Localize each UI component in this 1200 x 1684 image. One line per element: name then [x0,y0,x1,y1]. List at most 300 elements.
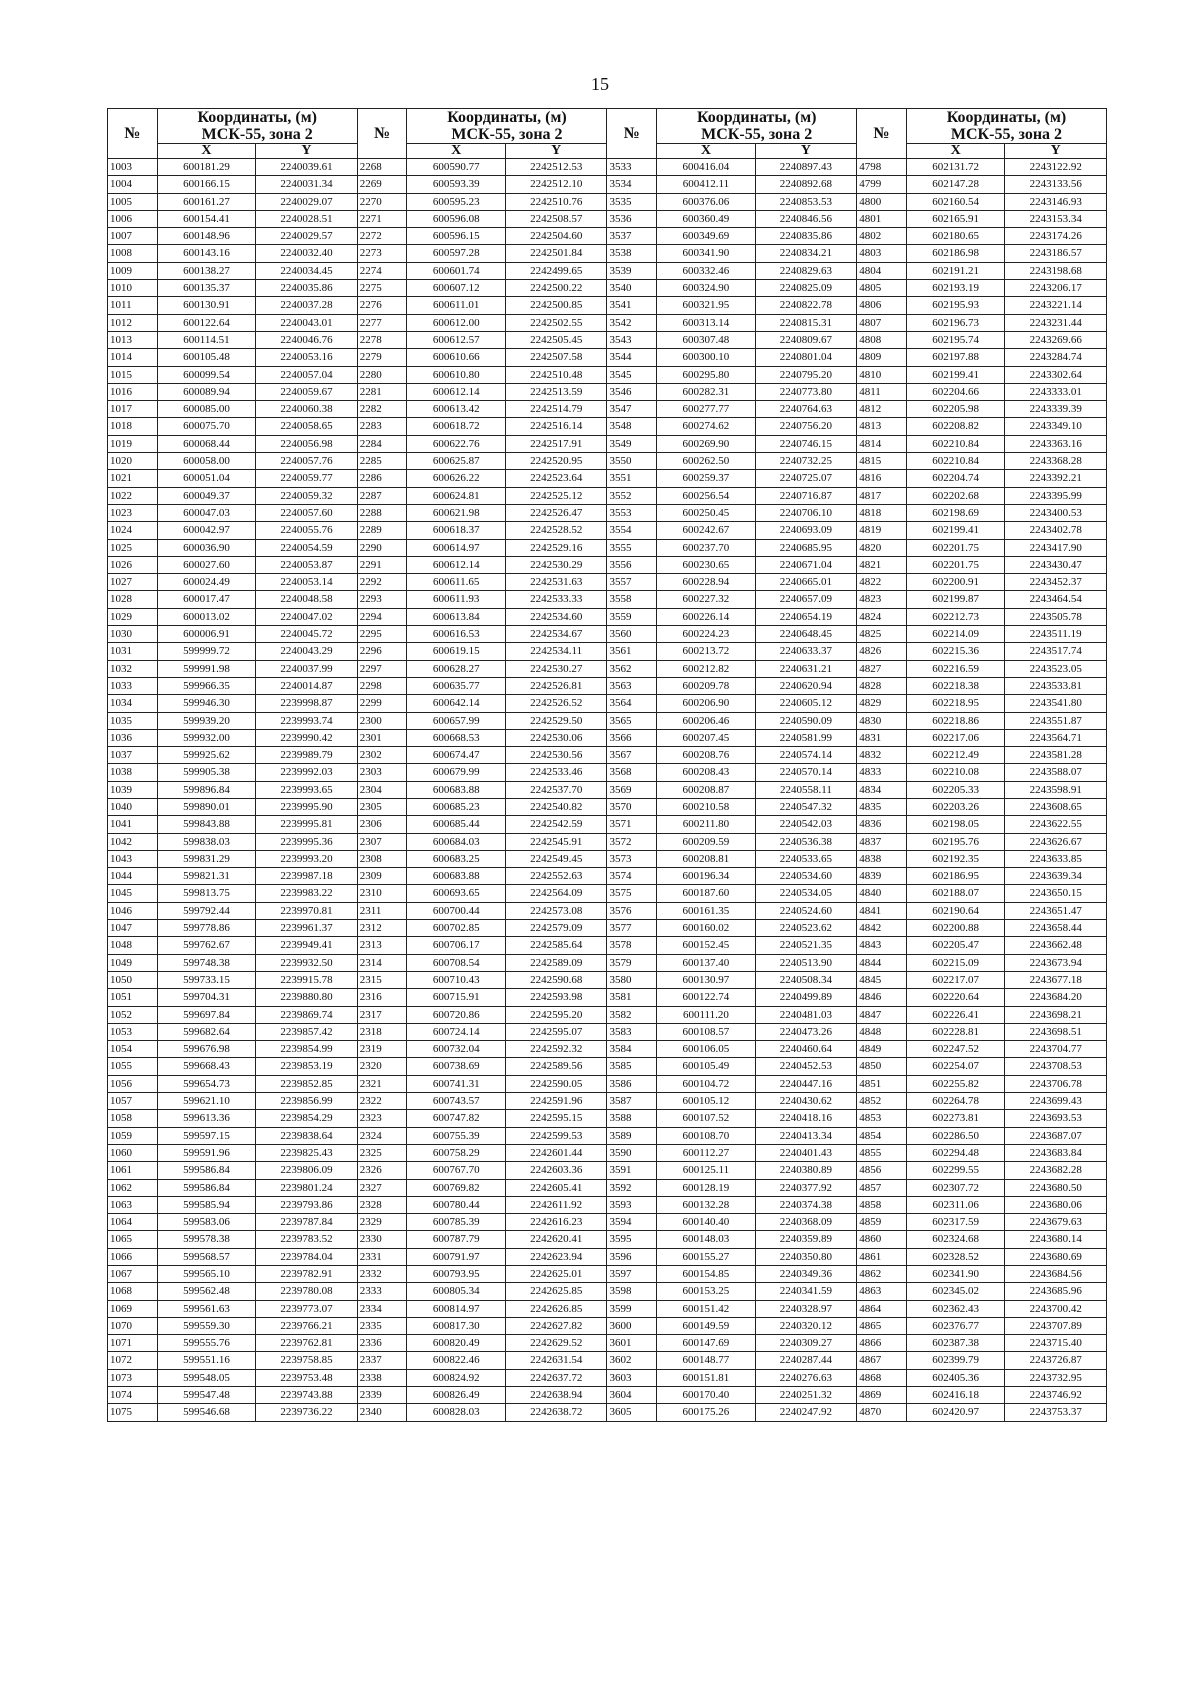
coord-x: 602217.07 [906,971,1004,988]
coord-y: 2239852.85 [256,1075,358,1092]
coord-y: 2242529.16 [505,539,607,556]
coord-x: 600616.53 [407,626,505,643]
coord-x: 602420.97 [906,1404,1004,1421]
coord-y: 2243551.87 [1005,712,1107,729]
point-number: 4846 [857,989,907,1006]
header-number: № [108,109,158,159]
point-number: 3566 [607,729,657,746]
header-coordinates [157,109,357,144]
coord-y: 2239993.20 [256,850,358,867]
coord-x: 600814.97 [407,1300,505,1317]
coord-y: 2243368.28 [1005,453,1107,470]
point-number: 4868 [857,1369,907,1386]
coord-y: 2243706.78 [1005,1075,1107,1092]
coord-x: 599561.63 [157,1300,255,1317]
coord-x: 600187.60 [657,885,755,902]
coord-x: 600154.41 [157,210,255,227]
point-number: 2311 [357,902,407,919]
coord-y: 2243174.26 [1005,228,1107,245]
coord-x: 599733.15 [157,971,255,988]
coord-x: 600596.15 [407,228,505,245]
coord-y: 2239806.09 [256,1162,358,1179]
header-coord-title: Координаты, (м) [946,109,1067,126]
coord-x: 602215.09 [906,954,1004,971]
table-row [108,470,1107,487]
coord-y: 2242534.60 [505,608,607,625]
coord-y: 2242592.32 [505,1041,607,1058]
coord-y: 2239762.81 [256,1335,358,1352]
point-number: 4860 [857,1231,907,1248]
coord-x: 602220.64 [906,989,1004,1006]
table-row [108,1023,1107,1040]
coord-y: 2243677.18 [1005,971,1107,988]
point-number: 1067 [108,1266,158,1283]
coord-x: 599586.84 [157,1162,255,1179]
coord-x: 600805.34 [407,1283,505,1300]
point-number: 3572 [607,833,657,850]
point-number: 2313 [357,937,407,954]
point-number: 1043 [108,850,158,867]
coord-y: 2240657.09 [755,591,857,608]
coord-y: 2243133.56 [1005,176,1107,193]
coord-y: 2240057.76 [256,453,358,470]
point-number: 1029 [108,608,158,625]
point-number: 1074 [108,1387,158,1404]
point-number: 1007 [108,228,158,245]
point-number: 2285 [357,453,407,470]
point-number: 3533 [607,159,657,176]
coord-y: 2240590.09 [755,712,857,729]
coord-y: 2240547.32 [755,798,857,815]
point-number: 2303 [357,764,407,781]
point-number: 2306 [357,816,407,833]
coord-y: 2240032.40 [256,245,358,262]
point-number: 3577 [607,920,657,937]
coord-y: 2240892.68 [755,176,857,193]
coord-x: 602195.93 [906,297,1004,314]
point-number: 2307 [357,833,407,850]
table-row [108,816,1107,833]
coord-x: 600161.27 [157,193,255,210]
header-coordinates [657,109,857,144]
coord-y: 2242637.72 [505,1369,607,1386]
coord-y: 2243395.99 [1005,487,1107,504]
point-number: 1013 [108,331,158,348]
point-number: 1031 [108,643,158,660]
coord-x: 599843.88 [157,816,255,833]
coord-y: 2243146.93 [1005,193,1107,210]
header-coord-title: Координаты, (м) [447,109,567,126]
coord-x: 600743.57 [407,1093,505,1110]
header-coord-title: Координаты, (м) [696,109,817,126]
point-number: 4828 [857,677,907,694]
coord-x: 599704.31 [157,989,255,1006]
point-number: 3557 [607,574,657,591]
coord-y: 2243687.07 [1005,1127,1107,1144]
coord-x: 600024.49 [157,574,255,591]
coord-y: 2240773.80 [755,383,857,400]
table-row [108,850,1107,867]
coord-y: 2240725.07 [755,470,857,487]
coord-y: 2240053.14 [256,574,358,591]
coord-x: 600612.00 [407,314,505,331]
coord-x: 600685.44 [407,816,505,833]
coord-x: 599568.57 [157,1248,255,1265]
coord-x: 602216.59 [906,660,1004,677]
coord-y: 2239853.19 [256,1058,358,1075]
point-number: 2320 [357,1058,407,1075]
coord-y: 2240056.98 [256,435,358,452]
coord-y: 2240328.97 [755,1300,857,1317]
point-number: 1027 [108,574,158,591]
coord-x: 599896.84 [157,781,255,798]
coord-y: 2242537.70 [505,781,607,798]
point-number: 3547 [607,401,657,418]
coord-x: 602180.65 [906,228,1004,245]
coord-x: 600212.82 [657,660,755,677]
coord-x: 600607.12 [407,280,505,297]
coord-y: 2239753.48 [256,1369,358,1386]
coord-y: 2243339.39 [1005,401,1107,418]
coord-y: 2239993.74 [256,712,358,729]
coord-y: 2243650.15 [1005,885,1107,902]
coord-x: 602387.38 [906,1335,1004,1352]
point-number: 3575 [607,885,657,902]
coord-y: 2239838.64 [256,1127,358,1144]
coord-x: 602195.76 [906,833,1004,850]
point-number: 2294 [357,608,407,625]
coord-x: 600114.51 [157,331,255,348]
table-row [108,833,1107,850]
point-number: 2277 [357,314,407,331]
coord-y: 2242514.79 [505,401,607,418]
coord-x: 600227.32 [657,591,755,608]
coord-x: 600693.65 [407,885,505,902]
coord-y: 2243186.57 [1005,245,1107,262]
point-number: 1024 [108,522,158,539]
coord-x: 599838.03 [157,833,255,850]
coord-x: 600108.70 [657,1127,755,1144]
coord-y: 2242517.91 [505,435,607,452]
coordinates-table [107,108,1107,1422]
coord-x: 600242.67 [657,522,755,539]
coord-x: 600341.90 [657,245,755,262]
coord-x: 602147.28 [906,176,1004,193]
coord-x: 600702.85 [407,920,505,937]
coord-y: 2242530.29 [505,556,607,573]
coord-x: 602205.98 [906,401,1004,418]
coord-x: 600143.16 [157,245,255,262]
point-number: 4841 [857,902,907,919]
coord-x: 602405.36 [906,1369,1004,1386]
point-number: 1059 [108,1127,158,1144]
coord-x: 600138.27 [157,262,255,279]
coord-x: 599966.35 [157,677,255,694]
coord-y: 2243153.34 [1005,210,1107,227]
point-number: 1053 [108,1023,158,1040]
coord-y: 2242530.06 [505,729,607,746]
coord-x: 602218.38 [906,677,1004,694]
coord-x: 600154.85 [657,1266,755,1283]
coord-y: 2240037.28 [256,297,358,314]
coord-x: 600685.23 [407,798,505,815]
point-number: 2284 [357,435,407,452]
coord-y: 2243707.89 [1005,1317,1107,1334]
point-number: 2329 [357,1214,407,1231]
coord-x: 600085.00 [157,401,255,418]
point-number: 3550 [607,453,657,470]
coord-y: 2243564.71 [1005,729,1107,746]
coord-x: 602317.59 [906,1214,1004,1231]
coord-x: 600614.97 [407,539,505,556]
header-coordinates [407,109,607,144]
point-number: 1046 [108,902,158,919]
coord-y: 2239880.80 [256,989,358,1006]
coord-x: 602203.26 [906,798,1004,815]
point-number: 1075 [108,1404,158,1421]
coord-x: 600256.54 [657,487,755,504]
coord-y: 2243680.06 [1005,1196,1107,1213]
coord-y: 2240401.43 [755,1144,857,1161]
coord-x: 600738.69 [407,1058,505,1075]
point-number: 1048 [108,937,158,954]
coord-x: 600208.87 [657,781,755,798]
coord-x: 602199.87 [906,591,1004,608]
coord-x: 600412.11 [657,176,755,193]
coord-x: 602307.72 [906,1179,1004,1196]
point-number: 2286 [357,470,407,487]
coord-y: 2240829.63 [755,262,857,279]
coord-x: 599946.30 [157,695,255,712]
point-number: 4811 [857,383,907,400]
coord-x: 600089.94 [157,383,255,400]
point-number: 1070 [108,1317,158,1334]
coord-x: 600624.81 [407,487,505,504]
table-row [108,1317,1107,1334]
coord-x: 600828.03 [407,1404,505,1421]
point-number: 3535 [607,193,657,210]
coord-y: 2240631.21 [755,660,857,677]
point-number: 3586 [607,1075,657,1092]
coord-y: 2242501.84 [505,245,607,262]
table-row [108,1266,1107,1283]
table-row [108,1006,1107,1023]
coord-y: 2242507.58 [505,349,607,366]
coord-x: 600321.95 [657,297,755,314]
coord-y: 2242500.85 [505,297,607,314]
table-row [108,781,1107,798]
coord-x: 599547.48 [157,1387,255,1404]
point-number: 1072 [108,1352,158,1369]
coord-y: 2240053.87 [256,556,358,573]
coord-x: 600787.79 [407,1231,505,1248]
point-number: 2331 [357,1248,407,1265]
coord-y: 2240048.58 [256,591,358,608]
coord-y: 2240801.04 [755,349,857,366]
coord-y: 2243581.28 [1005,747,1107,764]
point-number: 4814 [857,435,907,452]
point-number: 4815 [857,453,907,470]
point-number: 2302 [357,747,407,764]
table-row [108,971,1107,988]
coord-x: 602212.49 [906,747,1004,764]
point-number: 4825 [857,626,907,643]
point-number: 4857 [857,1179,907,1196]
point-number: 1057 [108,1093,158,1110]
point-number: 2338 [357,1369,407,1386]
coord-x: 600112.27 [657,1144,755,1161]
coord-x: 600181.29 [157,159,255,176]
point-number: 4849 [857,1041,907,1058]
point-number: 4862 [857,1266,907,1283]
point-number: 3560 [607,626,657,643]
table-row [108,764,1107,781]
coord-x: 599562.48 [157,1283,255,1300]
coord-y: 2240654.19 [755,608,857,625]
coord-y: 2240053.16 [256,349,358,366]
point-number: 4819 [857,522,907,539]
point-number: 2321 [357,1075,407,1092]
coord-x: 600613.42 [407,401,505,418]
point-number: 2287 [357,487,407,504]
table-row [108,297,1107,314]
point-number: 3587 [607,1093,657,1110]
coord-x: 602190.64 [906,902,1004,919]
coord-x: 602205.33 [906,781,1004,798]
point-number: 4827 [857,660,907,677]
coord-x: 600635.77 [407,677,505,694]
coord-x: 600075.70 [157,418,255,435]
table-row [108,1335,1107,1352]
coord-y: 2239784.04 [256,1248,358,1265]
point-number: 4801 [857,210,907,227]
coord-y: 2240581.99 [755,729,857,746]
table-row [108,1041,1107,1058]
coord-x: 600626.22 [407,470,505,487]
point-number: 3604 [607,1387,657,1404]
coord-x: 600684.03 [407,833,505,850]
point-number: 1038 [108,764,158,781]
coord-x: 600767.70 [407,1162,505,1179]
point-number: 3545 [607,366,657,383]
coord-x: 602416.18 [906,1387,1004,1404]
point-number: 4816 [857,470,907,487]
coord-y: 2239998.87 [256,695,358,712]
point-number: 2272 [357,228,407,245]
coord-x: 602218.95 [906,695,1004,712]
coord-y: 2242629.52 [505,1335,607,1352]
coord-x: 600152.45 [657,937,755,954]
table-body [108,159,1107,1422]
coord-y: 2242499.65 [505,262,607,279]
table-row [108,280,1107,297]
coord-y: 2239949.41 [256,937,358,954]
coord-y: 2243533.81 [1005,677,1107,694]
header-number: № [607,109,657,159]
coord-x: 600758.29 [407,1144,505,1161]
coord-x: 599654.73 [157,1075,255,1092]
point-number: 1042 [108,833,158,850]
point-number: 3541 [607,297,657,314]
coord-y: 2243122.92 [1005,159,1107,176]
coord-y: 2243708.53 [1005,1058,1107,1075]
point-number: 1058 [108,1110,158,1127]
coord-y: 2242512.53 [505,159,607,176]
coord-x: 599890.01 [157,798,255,815]
coord-y: 2242595.07 [505,1023,607,1040]
point-number: 2337 [357,1352,407,1369]
coord-x: 600170.40 [657,1387,755,1404]
coord-x: 600148.03 [657,1231,755,1248]
point-number: 4842 [857,920,907,937]
coord-y: 2243430.47 [1005,556,1107,573]
point-number: 3567 [607,747,657,764]
coord-y: 2240693.09 [755,522,857,539]
point-number: 4855 [857,1144,907,1161]
point-number: 2339 [357,1387,407,1404]
coord-x: 602217.06 [906,729,1004,746]
point-number: 2280 [357,366,407,383]
header-y: Y [1005,144,1107,159]
coord-x: 602188.07 [906,885,1004,902]
point-number: 1034 [108,695,158,712]
point-number: 4823 [857,591,907,608]
coord-y: 2242529.50 [505,712,607,729]
coord-y: 2240825.09 [755,280,857,297]
table-row [108,1093,1107,1110]
coord-y: 2243588.07 [1005,764,1107,781]
coord-y: 2242530.27 [505,660,607,677]
coord-x: 599559.30 [157,1317,255,1334]
point-number: 4835 [857,798,907,815]
point-number: 1052 [108,1006,158,1023]
table-row [108,159,1107,176]
coord-x: 602264.78 [906,1093,1004,1110]
coord-y: 2240035.86 [256,280,358,297]
coord-x: 600228.94 [657,574,755,591]
coord-y: 2240058.65 [256,418,358,435]
point-number: 3543 [607,331,657,348]
point-number: 2279 [357,349,407,366]
point-number: 1049 [108,954,158,971]
coord-y: 2243349.10 [1005,418,1107,435]
coord-y: 2240055.76 [256,522,358,539]
coord-x: 599578.38 [157,1231,255,1248]
coord-x: 602214.09 [906,626,1004,643]
coord-x: 600148.77 [657,1352,755,1369]
coord-y: 2240533.65 [755,850,857,867]
point-number: 1054 [108,1041,158,1058]
coord-y: 2243333.01 [1005,383,1107,400]
table-row [108,1369,1107,1386]
table-row [108,401,1107,418]
coord-x: 600596.08 [407,210,505,227]
point-number: 2318 [357,1023,407,1040]
coord-x: 602210.08 [906,764,1004,781]
point-number: 1026 [108,556,158,573]
coord-y: 2240706.10 [755,504,857,521]
point-number: 3565 [607,712,657,729]
coord-x: 602186.98 [906,245,1004,262]
coord-y: 2242545.91 [505,833,607,850]
coord-x: 602345.02 [906,1283,1004,1300]
point-number: 1060 [108,1144,158,1161]
coord-y: 2242549.45 [505,850,607,867]
coord-x: 602198.69 [906,504,1004,521]
point-number: 2323 [357,1110,407,1127]
coord-y: 2242504.60 [505,228,607,245]
coord-x: 600209.78 [657,677,755,694]
